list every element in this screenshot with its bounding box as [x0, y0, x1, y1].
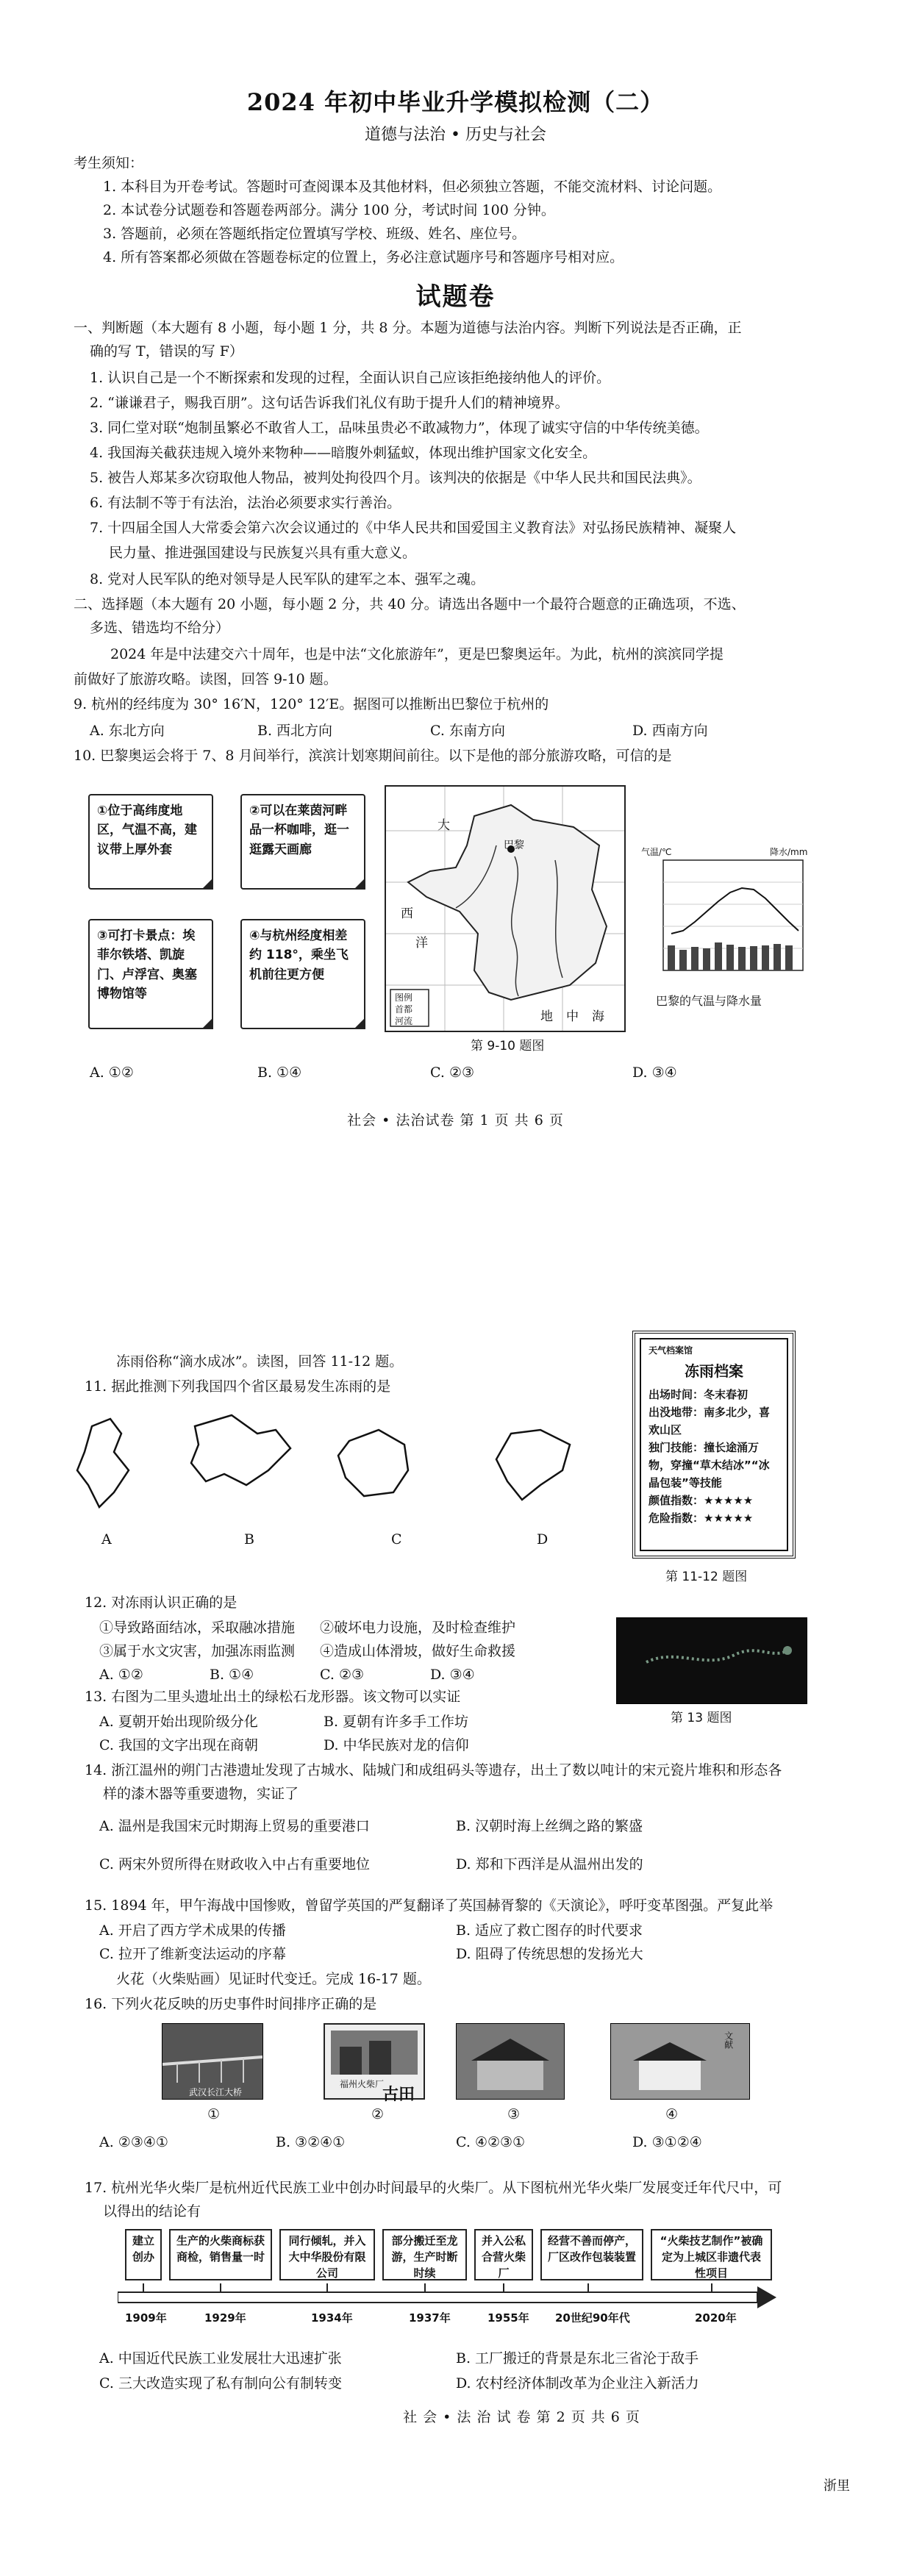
card-caption: 第 11-12 题图 [665, 1570, 748, 1584]
province-shape-d[interactable] [496, 1430, 570, 1500]
timeline-box-1929: 生产的火柴商标获商检，销售量一时 [169, 2229, 272, 2280]
q13-option-d[interactable]: D. 中华民族对龙的信仰 [324, 1737, 469, 1753]
timeline-box-1909: 建立创办 [125, 2229, 162, 2280]
q17-stem: 17. 杭州光华火柴厂是杭州近代民族工业中创办时间最早的火柴厂。从下图杭州光华火柴厂发展变迁年代尺中，可 [85, 2180, 782, 2196]
notice-item: 1. 本科目为开卷考试。答题时可查阅课本及其他材料，但必须独立答题，不能交流材料、讨论问题。 [103, 179, 722, 195]
dragon-artifact-photo [616, 1617, 807, 1704]
map-label-ocean: 洋 [415, 936, 428, 951]
timeline-year: 1929年 [204, 2311, 246, 2325]
map-label-hai: 海 [592, 1009, 604, 1024]
map-label-di: 地 [540, 1009, 553, 1024]
judgment-item: 6. 有法制不等于有法治，法治必须要求实行善治。 [90, 495, 401, 511]
map-legend-capital: 首都 [395, 1004, 413, 1015]
photo-num-1: ① [207, 2106, 221, 2122]
judgment-item: 7. 十四届全国人大常委会第六次会议通过的《中华人民共和国爱国主义教育法》对弘扬民族精神、凝聚人 [90, 520, 737, 536]
q13-stem: 13. 右图为二里头遗址出土的绿松石龙形器。该文物可以实证 [85, 1689, 461, 1705]
q12-statement-3: ③属于水文灾害，加强冻雨监测 [99, 1643, 296, 1659]
q14-stem: 14. 浙江温州的朔门古港遗址发现了古城水、陆城门和成组码头等遗存，出土了数以吨计的宋元瓷片堆积和形态各 [85, 1762, 782, 1778]
france-map-drawing [386, 787, 624, 1031]
q12-option-a[interactable]: A. ①② [99, 1667, 143, 1683]
map-label-west: 西 [401, 906, 413, 921]
q11-option-b[interactable]: B [244, 1531, 254, 1548]
passage-9-10: 2024 年是中法建交六十周年，也是中法“文化旅游年”，更是巴黎奥运年。为此，杭州的滨滨同学提 [110, 646, 724, 662]
match-label-photo-4 [610, 2023, 750, 2100]
q15-option-c[interactable]: C. 拉开了维新变法运动的序幕 [99, 1946, 286, 1962]
match-label-photo-3 [456, 2023, 565, 2100]
frozen-rain-card [632, 1331, 796, 1559]
q9-stem: 9. 杭州的经纬度为 30° 16′N，120° 12′E。据图可以推断出巴黎位于杭州的 [74, 696, 549, 712]
exam-subtitle: 道德与法治 • 历史与社会 [365, 126, 546, 144]
q12-stem: 12. 对冻雨认识正确的是 [85, 1595, 237, 1611]
q16-option-d[interactable]: D. ③①②④ [632, 2134, 702, 2150]
judgment-item: 民力量、推进强国建设与民族复兴具有重大意义。 [109, 545, 417, 561]
climate-chart-drawing [641, 845, 825, 992]
notice-item: 2. 本试卷分试题卷和答题卷两部分。满分 100 分，考试时间 100 分钟。 [103, 202, 555, 218]
exam-title: 2024 年初中毕业升学模拟检测（二） [246, 88, 665, 116]
photo-num-3: ③ [507, 2106, 521, 2122]
q10-option-c[interactable]: C. ②③ [430, 1065, 475, 1081]
judgment-item: 3. 同仁堂对联“炮制虽繁必不敢省人工，品味虽贵必不敢减物力”，体现了诚实守信的中华传统美德。 [90, 420, 709, 436]
q13-option-b[interactable]: B. 夏朝有许多手工作坊 [324, 1714, 469, 1730]
q16-option-a[interactable]: A. ②③④① [99, 2134, 168, 2150]
photo-num-4: ④ [665, 2106, 679, 2122]
q17-option-c[interactable]: C. 三大改造实现了私有制向公有制转变 [99, 2375, 342, 2391]
part2-intro: 多选、错选均不给分） [90, 620, 230, 636]
judgment-item: 5. 被告人郑某多次窃取他人物品，被判处拘役四个月。该判决的依据是《中华人民共和国民法典》。 [90, 470, 701, 486]
q15-stem: 15. 1894 年，甲午海战中国惨败，曾留学英国的严复翻译了英国赫胥黎的《天演论》，呼吁变革图强。严复此举 [85, 1897, 774, 1914]
exam-page-1 [0, 0, 911, 1147]
q10-option-d[interactable]: D. ③④ [632, 1065, 677, 1081]
judgment-item: 2. “谦谦君子，赐我百朋”。这句话告诉我们礼仪有助于提升人们的精神境界。 [90, 395, 569, 411]
q15-option-b[interactable]: B. 适应了救亡图存的时代要求 [456, 1922, 643, 1939]
q13-option-a[interactable]: A. 夏朝开始出现阶级分化 [99, 1714, 258, 1730]
q12-option-c[interactable]: C. ②③ [320, 1667, 365, 1683]
passage-9-10: 前做好了旅游攻略。读图，回答 9-10 题。 [74, 671, 337, 687]
province-shape-b[interactable] [191, 1415, 290, 1485]
card-line: 独门技能：撞长途涌万物，穿撞“草木结冰”“冰晶包装”等技能 [649, 1441, 770, 1490]
card-line: 危险指数：★★★★★ [649, 1511, 754, 1525]
passage-16-17: 火花（火柴贴画）见证时代变迁。完成 16-17 题。 [116, 1971, 431, 1987]
q14-option-d[interactable]: D. 郑和下西洋是从温州出发的 [456, 1856, 643, 1872]
q12-option-b[interactable]: B. ①④ [210, 1667, 254, 1683]
q14-option-b[interactable]: B. 汉朝时海上丝绸之路的繁盛 [456, 1818, 643, 1834]
timeline-box-2020: “火柴技艺制作”被确定为上城区非遗代表性项目 [651, 2229, 772, 2280]
timeline-year: 1934年 [311, 2311, 353, 2325]
q11-option-d[interactable]: D [537, 1531, 549, 1548]
q11-stem: 11. 据此推测下列我国四个省区最易发生冻雨的是 [85, 1378, 391, 1395]
building-drawing [457, 2024, 564, 2099]
q14-option-c[interactable]: C. 两宋外贸所得在财政收入中占有重要地位 [99, 1856, 370, 1872]
map-label-zhong: 中 [566, 1009, 579, 1024]
q17-option-a[interactable]: A. 中国近代民族工业发展壮大迅速扩张 [99, 2350, 342, 2366]
dragon-artifact-drawing [617, 1618, 807, 1703]
q10-option-a[interactable]: A. ①② [90, 1065, 134, 1081]
q14-stem: 样的漆木器等重要遗物，实证了 [103, 1786, 299, 1802]
photo-num-2: ② [371, 2106, 385, 2122]
card-line: 出没地带：南多北少，喜欢山区 [649, 1406, 771, 1437]
passage-11-12: 冻雨俗称“滴水成冰”。读图，回答 11-12 题。 [116, 1353, 404, 1370]
timeline-box-1934: 同行倾轧，并入大中华股份有限公司 [279, 2229, 375, 2280]
france-map [385, 785, 626, 1032]
timeline-year: 2020年 [695, 2311, 737, 2325]
match-label-2-caption: 福州火柴厂 [340, 2079, 385, 2089]
q12-statement-4: ④造成山体滑坡，做好生命救援 [320, 1643, 516, 1659]
province-shapes [70, 1412, 585, 1522]
province-shape-c[interactable] [338, 1430, 408, 1496]
tip-box-4: ④与杭州经度相差约 118°，乘坐飞机前往更方便 [240, 919, 365, 1029]
q12-option-d[interactable]: D. ③④ [430, 1667, 475, 1683]
card-line: 出场时间：冬末春初 [649, 1388, 749, 1402]
climate-axis-precip: 降水/mm [770, 847, 808, 857]
figure-caption-9-10: 第 9-10 题图 [471, 1039, 545, 1053]
timeline-axis [118, 2283, 779, 2310]
tip-box-1: ①位于高纬度地区，气温不高，建议带上厚外套 [88, 794, 213, 890]
card-tag: 天气档案馆 [649, 1345, 693, 1356]
q9-option-d[interactable]: D. 西南方向 [632, 723, 708, 739]
corner-mark: 浙里 [824, 2478, 850, 2494]
q10-option-b[interactable]: B. ①④ [257, 1065, 302, 1081]
card-title: 冻雨档案 [685, 1362, 743, 1381]
q15-option-a[interactable]: A. 开启了西方学术成果的传播 [99, 1922, 286, 1939]
q12-statement-1: ①导致路面结冰，采取融冰措施 [99, 1620, 296, 1636]
paris-climate-chart [641, 845, 825, 1015]
match-label-1-caption: 武汉长江大桥 [189, 2087, 243, 2097]
match-label-4-caption: 文献 [723, 2031, 734, 2049]
q12-statement-2: ②破坏电力设施，及时检查维护 [320, 1620, 516, 1636]
match-label-2-extra: 古田 [382, 2085, 415, 2104]
climate-axis-temp: 气温/℃ [641, 847, 672, 857]
climate-chart-caption: 巴黎的气温与降水量 [656, 994, 762, 1008]
q15-option-d[interactable]: D. 阻碍了传统思想的发扬光大 [456, 1946, 643, 1962]
q10-stem: 10. 巴黎奥运会将于 7、8 月间举行，滨滨计划寒期间前往。以下是他的部分旅游攻略，可信的是 [74, 748, 672, 764]
map-legend-title: 图例 [395, 992, 413, 1003]
match-label-photo-1 [162, 2023, 263, 2100]
notice-item: 4. 所有答案都必须做在答题卷标定的位置上，务必注意试题序号和答题序号相对应。 [103, 249, 624, 265]
page-footer-2: 社 会 • 法 治 试 卷 第 2 页 共 6 页 [403, 2409, 640, 2425]
q17-option-b[interactable]: B. 工厂搬迁的背景是东北三省沦于敌手 [456, 2350, 699, 2366]
fig13-caption: 第 13 题图 [671, 1711, 732, 1725]
part1-intro: 确的写 T，错误的写 F） [90, 343, 243, 359]
q14-option-a[interactable]: A. 温州是我国宋元时期海上贸易的重要港口 [99, 1818, 370, 1834]
q9-option-b[interactable]: B. 西北方向 [257, 723, 333, 739]
q16-stem: 16. 下列火花反映的历史事件时间排序正确的是 [85, 1996, 377, 2012]
q11-option-c[interactable]: C [391, 1531, 402, 1548]
judgment-item: 4. 我国海关截获违规入境外来物种——暗腹外刺猛蚁，体现出维护国家文化安全。 [90, 445, 597, 461]
page-footer-1: 社会 • 法治试卷 第 1 页 共 6 页 [347, 1112, 564, 1128]
section-title: 试题卷 [415, 282, 496, 312]
timeline-box-1955: 并入公私合营火柴厂 [474, 2229, 533, 2280]
tip-box-2: ②可以在莱茵河畔品一杯咖啡，逛一逛露天画廊 [240, 794, 365, 890]
q17-option-d[interactable]: D. 农村经济体制改革为企业注入新活力 [456, 2375, 699, 2391]
map-label-atlantic: 大 [437, 818, 450, 833]
timeline-year: 20世纪90年代 [555, 2311, 630, 2325]
notice-header: 考生须知： [74, 155, 144, 171]
part2-intro: 二、选择题（本大题有 20 小题，每小题 2 分，共 40 分。请选出各题中一个最符合题意的正确选项，不选、 [74, 596, 746, 612]
timeline-box-1937: 部分搬迁至龙游，生产时断时续 [382, 2229, 467, 2280]
province-shape-a[interactable] [77, 1419, 129, 1507]
map-legend-river: 河流 [395, 1016, 413, 1026]
q9-option-a[interactable]: A. 东北方向 [90, 723, 165, 739]
judgment-item: 1. 认识自己是一个不断探索和发现的过程，全面认识自己应该拒绝接纳他人的评价。 [90, 370, 611, 386]
q16-option-b[interactable]: B. ③②④① [276, 2134, 346, 2150]
q16-option-c[interactable]: C. ④②③① [456, 2134, 526, 2150]
tip-box-3: ③可打卡景点：埃菲尔铁塔、凯旋门、卢浮宫、奥塞博物馆等 [88, 919, 213, 1029]
judgment-item: 8. 党对人民军队的绝对领导是人民军队的建军之本、强军之魂。 [90, 571, 485, 587]
notice-item: 3. 答题前，必须在答题纸指定位置填写学校、班级、姓名、座位号。 [103, 226, 526, 242]
q9-option-c[interactable]: C. 东南方向 [430, 723, 505, 739]
timeline-year: 1955年 [487, 2311, 529, 2325]
q13-option-c[interactable]: C. 我国的文字出现在商朝 [99, 1737, 258, 1753]
card-line: 颜值指数：★★★★★ [649, 1494, 754, 1508]
q11-option-a[interactable]: A [101, 1531, 112, 1548]
part1-intro: 一、判断题（本大题有 8 小题，每小题 1 分，共 8 分。本题为道德与法治内容。判断下列说法是否正确，正 [74, 320, 742, 336]
timeline-box-1990s: 经营不善而停产，厂区改作包装装置 [540, 2229, 643, 2280]
q17-stem: 以得出的结论有 [103, 2203, 201, 2219]
map-label-paris: 巴黎 [504, 840, 524, 851]
exam-page-2 [0, 1309, 911, 2576]
timeline-year: 1937年 [409, 2311, 451, 2325]
timeline-year: 1909年 [125, 2311, 167, 2325]
